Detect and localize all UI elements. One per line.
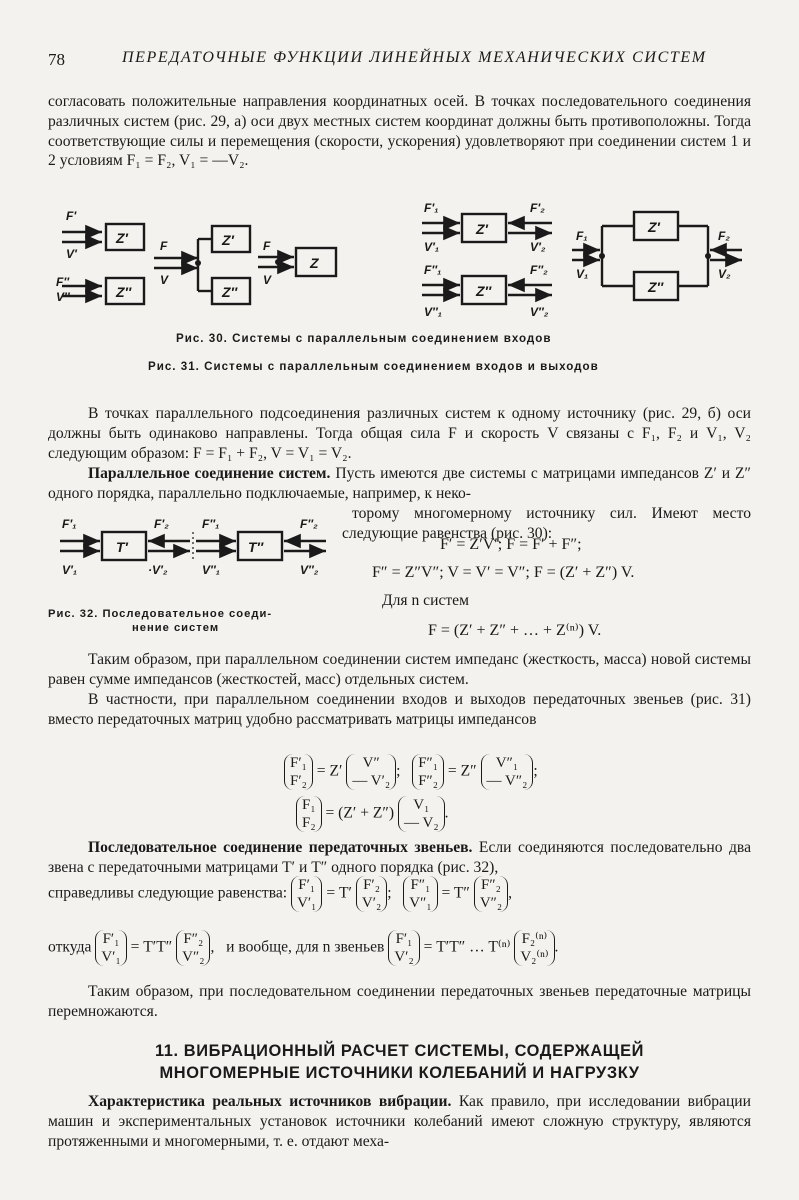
fig31-v1p: V′₁ [424, 240, 440, 254]
fig31-box-z2: Z″ [476, 283, 492, 299]
fig31-caption: Рис. 31. Системы с параллельным соединением входов и выходов [148, 360, 599, 373]
section-lead-para [48, 1092, 751, 1151]
equation-3: F = (Z′ + Z″ + … + Z⁽ⁿ⁾) V. [428, 622, 602, 639]
fig30-label-f: F [160, 239, 168, 253]
matrix-f-prime: F′₁ F′₂ [284, 754, 313, 790]
equation-1: F′ = Z′V′; F = F′ + F″; [440, 536, 582, 553]
fig31-v1: V₁ [576, 267, 589, 281]
fig32-f2p: F′₂ [154, 517, 169, 531]
fig31-f1p: F′₁ [424, 201, 439, 215]
body-para-2: Таким образом, при параллельном соединении систем импеданс (жесткость, масса) новой системы равен сумме импедансов (жесткостей, масс) отдельных систем. [48, 651, 751, 688]
body-para-1: В точках параллельного подсоединения различных систем к одному источнику (рис. 29, б) оси должны быть одинаково направлены. Тогда общая сила F и скорость V связаны с F₁, F₂ и V₁, V₂ следующим образом: F = F₁ + F₂, V = V₁ = V₂. [48, 405, 751, 462]
series-heading: Последовательное соединение передаточных звеньев. [88, 839, 473, 856]
series-equation-row: справедливы следующие равенства: F′₁ V′₁ = T′ F′₂ V′₂ ; F″₁ V″₁ = T″ F″₂ V″₂ , [48, 877, 513, 911]
fig30-box-z1: Z′ [116, 230, 128, 246]
matrix-g2: F₂⁽ⁿ⁾ V₂⁽ⁿ⁾ [514, 930, 554, 966]
section-lead-heading: Характеристика реальных источников вибрации. [88, 1093, 452, 1110]
figure-31 [412, 196, 752, 326]
fig30-label-f2: F″ [56, 275, 70, 289]
fig30-box-z2b: Z″ [222, 284, 238, 300]
fig30-box-z1b: Z′ [222, 232, 234, 248]
page-number: 78 [48, 50, 65, 69]
fig32-v1p: V′₁ [62, 563, 78, 577]
equation-2: F″ = Z″V″; V = V′ = V″; F = (Z′ + Z″) V. [372, 564, 635, 581]
fig31-v2pp: V″₂ [530, 305, 549, 319]
for-n-systems: Для n систем [382, 592, 469, 609]
fig32-f1p: F′₁ [62, 517, 77, 531]
matrix-s1: F′₁ V′₁ [291, 876, 322, 912]
matrix-v-prime: V″ — V′₂ [346, 754, 396, 790]
fig31-f1: F₁ [576, 229, 588, 243]
section-lead-text: Как правило, при исследовании вибрации машин и экспериментальных установок источники колебаний имеют сложную структуру, являются протяженными и многомерными, т. е. отдают меха- [48, 1093, 752, 1150]
fig30-box-z2: Z″ [116, 284, 132, 300]
hence-equation-row: откуда F′₁ V′₁ = T′T″ F″₂ V″₂ , и вообще, для n звеньев F′₁ V′₂ = T′T″ … T⁽ⁿ⁾ F₂⁽ⁿ⁾ V₂⁽ⁿ⁾ . [48, 931, 559, 965]
fig31-box-z1: Z′ [476, 221, 488, 237]
running-title: ПЕРЕДАТОЧНЫЕ ФУНКЦИИ ЛИНЕЙНЫХ МЕХАНИЧЕСКИХ СИСТЕМ [122, 49, 707, 66]
fig32-v1pp: V″₁ [202, 563, 220, 577]
matrix-f-dprime: F″₁ F″₂ [412, 754, 444, 790]
impedance-equation-row2: F₁ F₂ = (Z′ + Z″) V₁ — V₂ . [296, 796, 448, 832]
fig31-v2p: V′₂ [530, 240, 546, 254]
fig30-label-f1: F′ [66, 209, 77, 223]
fig31-f2p: F′₂ [530, 201, 545, 215]
matrix-h2: F″₂ V″₂ [176, 930, 210, 966]
fig32-caption-line1: Рис. 32. Последовательное соеди- [48, 608, 273, 620]
matrix-f: F₁ F₂ [296, 796, 322, 832]
matrix-v: V₁ — V₂ [398, 796, 445, 832]
fig32-f1pp: F″₁ [202, 517, 220, 531]
fig32-f2pp: F″₂ [300, 517, 318, 531]
section-title-line1: 11. ВИБРАЦИОННЫЙ РАСЧЕТ СИСТЕМЫ, СОДЕРЖАЩЕЙ [154, 1042, 645, 1060]
series-text: Если соединяются последовательно два звена с передаточными матрицами T′ и T″ одного порядка (рис. 32), [48, 839, 751, 876]
fig30-box-z: Z [310, 255, 319, 271]
fig31-v2: V₂ [718, 267, 731, 281]
fig30-label-vb: V [263, 273, 272, 287]
intro-paragraph: согласовать положительные направления координатных осей. В точках последовательного соединения различных систем (рис. 29, а) оси двух местных систем координат должны быть противоположны. Тогда соответствующие силы и перемещения (скорости, ускорения) удовлетворяют при соединении систем 1 и 2 условиям F₁ = F₂, V₁ = —V₂. [48, 93, 751, 170]
matrix-v-dprime: V″₁ — V″₂ [481, 754, 534, 790]
matrix-h1: F′₁ V′₁ [95, 930, 126, 966]
fig32-caption-line2: нение систем [132, 622, 220, 634]
parallel-text-a: Пусть имеются две системы с матрицами импедансов Z′ и Z″ одного порядка, параллельно подключаемые, например, к неко- [48, 465, 752, 502]
matrix-s2: F′₂ V′₂ [356, 876, 387, 912]
fig31-v1pp: V″₁ [424, 305, 442, 319]
fig31-box-z1b: Z′ [648, 219, 660, 235]
fig30-label-v1: V′ [66, 247, 77, 261]
figure-32 [50, 510, 334, 590]
series-para [48, 838, 751, 878]
fig30-label-v2: V″ [56, 290, 70, 304]
fig31-f2: F₂ [718, 229, 730, 243]
fig32-box-t2: T″ [248, 539, 264, 555]
matrix-s3: F″₁ V″₁ [403, 876, 437, 912]
fig30-caption: Рис. 30. Системы с параллельным соединением входов [176, 332, 552, 345]
fig30-label-v: V [160, 273, 169, 287]
parallel-text-b: торому многомерному источнику сил. Имеют место следующие равенства (рис. 30): [342, 505, 751, 542]
fig31-f2pp: F″₂ [530, 263, 548, 277]
section-title-line2: МНОГОМЕРНЫЕ ИСТОЧНИКИ КОЛЕБАНИЙ И НАГРУЗКУ [159, 1064, 640, 1082]
matrix-s4: F″₂ V″₂ [474, 876, 508, 912]
fig32-v2p: ·V′₂ [148, 563, 168, 577]
fig30-label-fb: F [263, 239, 271, 253]
matrix-g1: F′₁ V′₂ [388, 930, 419, 966]
fig32-v2pp: V″₂ [300, 563, 319, 577]
body-para-3: В частности, при параллельном соединении входов и выходов передаточных звеньев (рис. 31) вместо передаточных матриц удобно рассматривать матрицы импедансов [48, 691, 751, 728]
fig31-f1pp: F″₁ [424, 263, 442, 277]
fig32-box-t1: T′ [116, 539, 128, 555]
body-para-4: Таким образом, при последовательном соединении передаточных звеньев передаточные матрицы перемножаются. [48, 983, 751, 1020]
fig31-box-z2b: Z″ [648, 279, 664, 295]
parallel-para [48, 464, 751, 504]
figure-30 [50, 202, 350, 314]
impedance-equation-row1: F′₁ F′₂ = Z′ V″ — V′₂ ; F″₁ F″₂ = Z″ V″₁ — V″₂ ; [284, 754, 538, 790]
parallel-heading: Параллельное соединение систем. [88, 465, 331, 482]
